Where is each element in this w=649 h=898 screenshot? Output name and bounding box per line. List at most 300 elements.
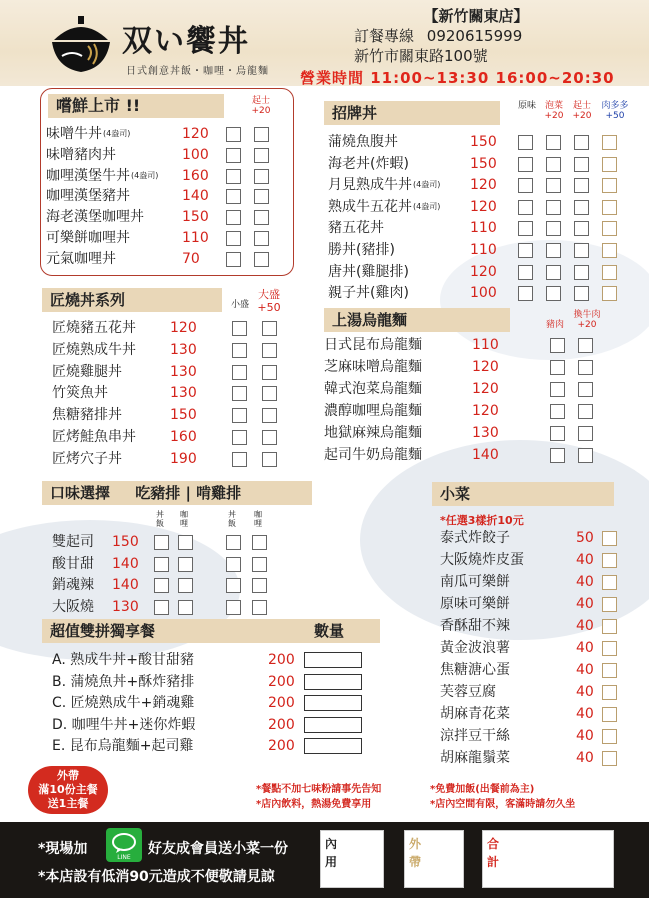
combo-name: D. 咖哩牛丼+迷你炸蝦	[52, 716, 196, 733]
item-name: 芝麻味噌烏龍麵	[324, 359, 422, 375]
item-name: 親子丼(雞肉)	[328, 285, 409, 302]
menu-item	[324, 335, 624, 355]
order-checkbox[interactable]	[154, 557, 169, 572]
item-price: 70	[182, 250, 200, 267]
menu-item	[328, 262, 628, 282]
order-checkbox[interactable]	[518, 286, 533, 301]
item-price: 150	[112, 534, 139, 550]
order-checkbox[interactable]	[574, 200, 589, 215]
item-price: 40	[576, 640, 594, 656]
order-checkbox[interactable]	[518, 243, 533, 258]
combo-qty-box[interactable]	[304, 674, 362, 690]
item-name: 韓式泡菜烏龍麵	[324, 381, 422, 397]
item-price: 120	[472, 381, 499, 397]
udon-col-beef: 換牛肉 +20	[573, 310, 601, 330]
grill-col-small: 小盛	[230, 300, 249, 310]
item-price: 150	[470, 134, 497, 150]
item-price: 120	[170, 320, 197, 336]
order-checkbox[interactable]	[254, 127, 269, 142]
order-checkbox[interactable]	[254, 210, 269, 225]
order-checkbox[interactable]	[262, 343, 277, 358]
menu-item	[52, 532, 292, 552]
item-price: 160	[170, 429, 197, 445]
order-checkbox[interactable]	[602, 663, 617, 678]
order-checkbox[interactable]	[546, 178, 561, 193]
item-name: 勝丼(豬排)	[328, 242, 395, 258]
item-name: 泰式炸餃子	[440, 530, 510, 546]
takeout-box[interactable]: 外 帶	[404, 830, 464, 888]
item-name: 熟成牛五花丼	[328, 198, 412, 215]
order-checkbox[interactable]	[518, 135, 533, 150]
order-checkbox[interactable]	[546, 135, 561, 150]
menu-item	[46, 124, 286, 144]
order-checkbox[interactable]	[546, 265, 561, 280]
item-price: 40	[576, 684, 594, 700]
branch-name: 【新竹關東店】	[423, 7, 529, 25]
phone-line	[346, 26, 606, 46]
item-price: 100	[470, 285, 497, 302]
order-checkbox[interactable]	[602, 221, 617, 236]
order-checkbox[interactable]	[602, 265, 617, 280]
order-checkbox[interactable]	[578, 448, 593, 463]
item-price: 140	[112, 555, 139, 572]
item-price: 120	[182, 126, 209, 142]
order-checkbox[interactable]	[226, 578, 241, 593]
menu-item	[46, 249, 286, 269]
menu-item	[52, 449, 292, 469]
menu-item	[328, 240, 628, 260]
item-name: 味噌豬肉丼	[46, 146, 116, 163]
item-price: 130	[170, 341, 197, 358]
item-name: 雙起司	[52, 534, 94, 550]
menu-item	[440, 550, 630, 570]
item-name: 起司牛奶烏龍麵	[324, 447, 422, 463]
new-items-title: 嚐鮮上市 !!	[48, 94, 224, 118]
order-checkbox[interactable]	[578, 382, 593, 397]
item-name: 黃金波浪薯	[440, 640, 510, 656]
order-checkbox[interactable]	[178, 557, 193, 572]
address: 新竹市關東路100號	[354, 47, 488, 65]
item-name: 匠燒雞腿丼	[52, 363, 122, 380]
menu-item	[324, 401, 624, 421]
menu-item	[328, 132, 628, 152]
order-checkbox[interactable]	[546, 221, 561, 236]
order-checkbox[interactable]	[226, 252, 241, 267]
dine-in-box[interactable]: 內 用	[320, 830, 384, 888]
combo-qty-box[interactable]	[304, 695, 362, 711]
item-name: 咖哩漢堡豬丼	[46, 188, 130, 205]
item-price: 150	[182, 209, 209, 226]
order-checkbox[interactable]	[252, 535, 267, 550]
item-name: 日式昆布烏龍麵	[324, 337, 422, 353]
item-size-note: (4盎司)	[103, 129, 131, 138]
order-checkbox[interactable]	[574, 286, 589, 301]
order-checkbox[interactable]	[602, 531, 617, 546]
order-checkbox[interactable]	[252, 600, 267, 615]
order-checkbox[interactable]	[252, 557, 267, 572]
order-checkbox[interactable]	[578, 338, 593, 353]
combo-item	[52, 650, 372, 670]
order-checkbox[interactable]	[518, 200, 533, 215]
line-app-icon	[106, 828, 142, 862]
flavor-col-header: 咖哩	[180, 510, 188, 528]
order-checkbox[interactable]	[574, 178, 589, 193]
order-checkbox[interactable]	[574, 243, 589, 258]
item-price: 120	[472, 359, 499, 375]
order-checkbox[interactable]	[518, 265, 533, 280]
item-name: 大阪燒	[52, 598, 94, 615]
combo-item	[52, 736, 372, 756]
menu-item	[52, 597, 292, 617]
item-name: 竹筴魚丼	[52, 385, 108, 402]
menu-item	[328, 197, 628, 217]
item-name: 芙蓉豆腐	[440, 684, 496, 700]
note-free-rice: *免費加飯(出餐前為主)	[430, 784, 535, 795]
item-size-note: (4盎司)	[413, 180, 441, 190]
order-checkbox[interactable]	[518, 178, 533, 193]
order-checkbox[interactable]	[550, 360, 565, 375]
order-checkbox[interactable]	[602, 243, 617, 258]
flavor-options: 吃豬排 | 啃雞排	[135, 484, 242, 502]
order-checkbox[interactable]	[252, 578, 267, 593]
item-name: 唐丼(雞腿排)	[328, 263, 409, 280]
footer-line-prefix: *現場加	[38, 841, 88, 857]
menu-item	[46, 186, 286, 206]
item-name: 匠烤穴子丼	[52, 450, 122, 467]
item-price: 100	[182, 146, 209, 163]
item-name: 酸甘甜	[52, 555, 94, 572]
order-checkbox[interactable]	[602, 135, 617, 150]
item-price: 140	[112, 577, 139, 594]
combo-name: E. 昆布烏龍麵+起司雞	[52, 738, 194, 755]
order-checkbox[interactable]	[546, 286, 561, 301]
item-name: 海老丼(炸蝦)	[328, 155, 409, 172]
item-price: 150	[470, 155, 497, 172]
order-checkbox[interactable]	[550, 426, 565, 441]
item-name: 元氣咖哩丼	[46, 250, 116, 267]
menu-item	[440, 616, 630, 636]
menu-item	[324, 357, 624, 377]
order-checkbox[interactable]	[574, 157, 589, 172]
menu-item	[440, 748, 630, 768]
combo-name: C. 匠燒熟成牛+銷魂雞	[52, 695, 195, 712]
combo-name: B. 蒲燒魚丼+酥炸豬排	[52, 673, 195, 690]
order-checkbox[interactable]	[602, 575, 617, 590]
menu-item	[46, 145, 286, 165]
sig-col-cheese: 起士 +20	[572, 101, 592, 121]
menu-item	[52, 405, 292, 425]
menu-item	[440, 660, 630, 680]
menu-item	[440, 704, 630, 724]
item-price: 120	[470, 177, 497, 194]
item-price: 150	[170, 407, 197, 424]
order-checkbox[interactable]	[578, 360, 593, 375]
menu-item	[440, 682, 630, 702]
item-name: 銷魂辣	[52, 577, 94, 594]
order-checkbox[interactable]	[232, 386, 247, 401]
combo-price: 200	[268, 673, 295, 690]
item-price: 40	[576, 574, 594, 590]
order-checkbox[interactable]	[232, 365, 247, 380]
item-name: 豬五花丼	[328, 220, 384, 237]
shop-info	[346, 6, 606, 66]
combo-title-bar	[42, 619, 380, 643]
order-checkbox[interactable]	[602, 200, 617, 215]
item-price: 110	[470, 242, 497, 258]
combo-price: 200	[268, 716, 295, 733]
item-price: 40	[576, 728, 594, 744]
udon-col-pork: 豬肉	[545, 320, 564, 330]
menu-item	[328, 218, 628, 238]
total-box[interactable]: 合 計	[482, 830, 614, 888]
order-checkbox[interactable]	[546, 243, 561, 258]
order-checkbox[interactable]	[262, 386, 277, 401]
order-checkbox[interactable]	[254, 148, 269, 163]
item-name: 匠烤鮭魚串丼	[52, 429, 136, 445]
item-name: 焦糖豬排丼	[52, 407, 122, 424]
menu-item	[52, 554, 292, 574]
order-checkbox[interactable]	[262, 452, 277, 467]
order-checkbox[interactable]	[602, 286, 617, 301]
order-checkbox[interactable]	[602, 641, 617, 656]
order-checkbox[interactable]	[232, 408, 247, 423]
order-checkbox[interactable]	[232, 452, 247, 467]
brand-logo	[44, 8, 294, 84]
order-checkbox[interactable]	[574, 135, 589, 150]
item-name: 地獄麻辣烏龍麵	[324, 425, 422, 441]
item-name: 可樂餅咖哩丼	[46, 230, 130, 246]
order-checkbox[interactable]	[518, 221, 533, 236]
item-name: 南瓜可樂餅	[440, 574, 510, 590]
badge-line2: 滿10份主餐	[38, 783, 98, 796]
item-price: 40	[576, 750, 594, 766]
order-checkbox[interactable]	[578, 426, 593, 441]
item-name: 匠燒熟成牛丼	[52, 341, 136, 358]
sig-col-original: 原味	[517, 101, 536, 111]
order-checkbox[interactable]	[602, 619, 617, 634]
item-name: 涼拌豆干絲	[440, 728, 510, 744]
takeout-promo-badge	[28, 766, 108, 814]
brand-tagline: 日式創意丼飯・咖哩・烏龍麵	[126, 66, 269, 77]
item-price: 130	[112, 598, 139, 615]
order-checkbox[interactable]	[602, 553, 617, 568]
item-name: 味噌牛丼	[46, 126, 102, 142]
item-price: 110	[472, 337, 499, 353]
order-checkbox[interactable]	[574, 265, 589, 280]
item-size-note: (4盎司)	[131, 170, 159, 180]
item-name: 匠燒豬五花丼	[52, 320, 136, 336]
order-checkbox[interactable]	[254, 189, 269, 204]
order-checkbox[interactable]	[602, 178, 617, 193]
footer-line-suffix: 好友成會員送小菜一份	[148, 841, 288, 857]
order-checkbox[interactable]	[226, 127, 241, 142]
item-price: 110	[470, 220, 497, 237]
footer-min-charge: *本店設有低消90元造成不便敬請見諒	[38, 869, 275, 885]
menu-item	[52, 318, 292, 338]
order-checkbox[interactable]	[226, 535, 241, 550]
order-checkbox[interactable]	[226, 231, 241, 246]
order-checkbox[interactable]	[550, 338, 565, 353]
flavor-col-header: 丼飯	[156, 510, 164, 528]
menu-item	[328, 154, 628, 174]
badge-line3: 送1主餐	[47, 797, 89, 810]
menu-item	[440, 726, 630, 746]
order-checkbox[interactable]	[546, 200, 561, 215]
order-checkbox[interactable]	[154, 578, 169, 593]
opening-hours: 營業時間 11:00~13:30 16:00~20:30	[300, 69, 615, 87]
sides-promo: *任選3樣折10元	[440, 514, 524, 527]
item-price: 160	[182, 167, 209, 184]
note-seven-spice: *餐點不加七味粉請事先告知	[256, 784, 382, 795]
order-checkbox[interactable]	[254, 169, 269, 184]
item-name: 大阪燒炸皮蛋	[440, 552, 524, 568]
item-name: 原味可樂餅	[440, 596, 510, 612]
order-checkbox[interactable]	[178, 600, 193, 615]
combo-price: 200	[268, 695, 295, 712]
order-checkbox[interactable]	[262, 430, 277, 445]
combo-price: 200	[268, 738, 295, 755]
order-checkbox[interactable]	[226, 148, 241, 163]
order-checkbox[interactable]	[262, 321, 277, 336]
item-name: 濃醇咖哩烏龍麵	[324, 403, 422, 419]
item-name: 蒲燒魚腹丼	[328, 134, 398, 150]
order-checkbox[interactable]	[574, 221, 589, 236]
menu-item	[52, 362, 292, 382]
menu-item	[324, 445, 624, 465]
item-price: 190	[170, 450, 197, 467]
order-checkbox[interactable]	[226, 557, 241, 572]
item-price: 120	[470, 198, 497, 215]
menu-item	[440, 638, 630, 658]
menu-item	[440, 594, 630, 614]
note-space: *店內空間有限，客滿時請勿久坐	[430, 799, 576, 810]
order-checkbox[interactable]	[254, 231, 269, 246]
order-checkbox[interactable]	[518, 157, 533, 172]
order-checkbox[interactable]	[226, 169, 241, 184]
menu-item	[324, 423, 624, 443]
item-price: 140	[182, 188, 209, 205]
combo-item	[52, 715, 372, 735]
item-price: 120	[472, 403, 499, 419]
order-checkbox[interactable]	[232, 430, 247, 445]
menu-item	[52, 427, 292, 447]
order-checkbox[interactable]	[550, 404, 565, 419]
menu-item	[440, 528, 630, 548]
sig-col-kimchi: 泡菜 +20	[544, 101, 564, 121]
item-name: 香酥甜不辣	[440, 618, 510, 634]
order-checkbox[interactable]	[262, 408, 277, 423]
phone-label: 訂餐專線	[354, 27, 415, 45]
order-checkbox[interactable]	[178, 578, 193, 593]
item-price: 40	[576, 618, 594, 634]
menu-item	[52, 383, 292, 403]
item-name: 焦糖溏心蛋	[440, 662, 510, 678]
item-price: 40	[576, 596, 594, 612]
order-checkbox[interactable]	[254, 252, 269, 267]
item-name: 胡麻青花菜	[440, 706, 510, 722]
item-name: 月見熟成牛丼	[328, 177, 412, 194]
note-free-drinks: *店內飲料，熱湯免費享用	[256, 799, 372, 810]
combo-price: 200	[268, 652, 295, 668]
combo-qty-label: 數量	[314, 622, 345, 640]
grill-title: 匠燒丼系列	[42, 288, 222, 312]
combo-name: A. 熟成牛丼+酸甘甜豬	[52, 652, 194, 668]
order-checkbox[interactable]	[154, 600, 169, 615]
item-price: 40	[576, 662, 594, 678]
order-checkbox[interactable]	[226, 189, 241, 204]
item-price: 50	[576, 530, 594, 546]
item-name: 咖哩漢堡牛丼	[46, 167, 130, 184]
item-price: 40	[576, 706, 594, 722]
order-checkbox[interactable]	[602, 685, 617, 700]
order-checkbox[interactable]	[602, 751, 617, 766]
menu-item	[52, 340, 292, 360]
order-checkbox[interactable]	[602, 597, 617, 612]
order-checkbox[interactable]	[154, 535, 169, 550]
order-checkbox[interactable]	[232, 343, 247, 358]
item-price: 40	[576, 552, 594, 568]
flavor-col-header: 丼飯	[228, 510, 236, 528]
combo-qty-box[interactable]	[304, 717, 362, 733]
phone-number: 0920615999	[426, 27, 523, 45]
brand-name: 双い饗丼	[122, 24, 250, 59]
menu-item	[440, 572, 630, 592]
item-price: 130	[170, 363, 197, 380]
item-name: 海老漢堡咖哩丼	[46, 209, 144, 226]
flavor-title: 口味選擇	[50, 484, 111, 502]
order-checkbox[interactable]	[602, 707, 617, 722]
order-checkbox[interactable]	[550, 382, 565, 397]
order-checkbox[interactable]	[550, 448, 565, 463]
rice-bowl-icon	[48, 10, 114, 76]
menu-item	[52, 575, 292, 595]
sides-title: 小菜	[432, 482, 614, 506]
grill-col-large: 大盛 +50	[257, 288, 281, 314]
combo-qty-box[interactable]	[304, 652, 362, 668]
combo-title: 超值雙拼獨享餐	[50, 622, 156, 640]
menu-item	[324, 379, 624, 399]
new-items-cheese-header: 起士 +20	[251, 96, 271, 116]
menu-item	[46, 166, 286, 186]
order-checkbox[interactable]	[262, 365, 277, 380]
order-checkbox[interactable]	[178, 535, 193, 550]
menu-item	[328, 283, 628, 303]
item-size-note: (4盎司)	[413, 201, 441, 211]
order-checkbox[interactable]	[232, 321, 247, 336]
order-checkbox[interactable]	[226, 600, 241, 615]
item-price: 140	[472, 447, 499, 463]
menu-item	[328, 175, 628, 195]
order-checkbox[interactable]	[546, 157, 561, 172]
combo-qty-box[interactable]	[304, 738, 362, 754]
combo-item	[52, 693, 372, 713]
menu-item	[46, 228, 286, 248]
order-checkbox[interactable]	[602, 157, 617, 172]
item-price: 130	[170, 385, 197, 402]
menu-item	[46, 207, 286, 227]
line-icon-label: LINE	[117, 854, 131, 861]
item-price: 110	[182, 230, 209, 246]
badge-line1: 外帶	[57, 769, 79, 782]
item-price: 120	[470, 263, 497, 280]
sig-col-extra-meat: 肉多多 +50	[601, 101, 629, 121]
order-checkbox[interactable]	[226, 210, 241, 225]
flavor-title-bar	[42, 481, 312, 505]
order-checkbox[interactable]	[602, 729, 617, 744]
udon-title: 上湯烏龍麵	[324, 308, 510, 332]
flavor-col-header: 咖哩	[254, 510, 262, 528]
order-checkbox[interactable]	[578, 404, 593, 419]
